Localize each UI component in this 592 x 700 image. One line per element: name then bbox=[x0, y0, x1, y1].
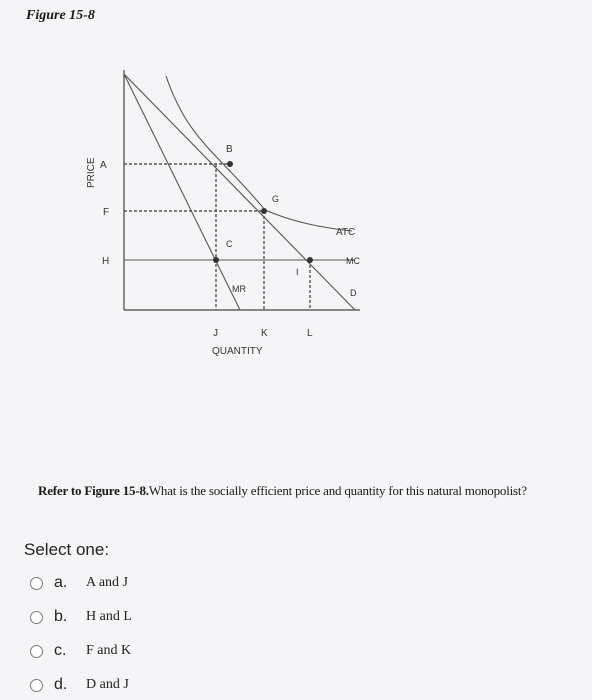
label-k: K bbox=[261, 328, 268, 339]
select-one-label: Select one: bbox=[24, 540, 110, 559]
option-letter: c. bbox=[54, 642, 67, 659]
option-c[interactable] bbox=[30, 638, 131, 664]
radio-icon[interactable] bbox=[30, 611, 43, 624]
option-text: H and L bbox=[86, 609, 132, 624]
option-text: A and J bbox=[86, 575, 128, 590]
point-c bbox=[213, 257, 219, 263]
atc-curve bbox=[166, 76, 352, 231]
option-letter: b. bbox=[54, 608, 68, 625]
radio-icon[interactable] bbox=[30, 577, 43, 590]
option-text: D and J bbox=[86, 677, 129, 692]
option-text: F and K bbox=[86, 643, 132, 658]
option-a[interactable] bbox=[30, 570, 128, 596]
label-h: H bbox=[102, 256, 110, 267]
option-d[interactable] bbox=[30, 672, 129, 698]
label-a: A bbox=[100, 160, 107, 171]
label-b: B bbox=[226, 144, 233, 155]
point-b bbox=[227, 161, 233, 167]
label-c: C bbox=[226, 239, 233, 249]
radio-icon[interactable] bbox=[30, 679, 43, 692]
question-body: What is the socially efficient price and quantity for this natural monopolist? bbox=[148, 483, 527, 498]
option-letter: a. bbox=[54, 574, 68, 591]
x-axis-label: QUANTITY bbox=[212, 346, 263, 357]
label-i: I bbox=[296, 267, 299, 277]
mr-curve bbox=[124, 74, 240, 310]
y-axis-label: PRICE bbox=[86, 157, 97, 188]
label-mr: MR bbox=[232, 284, 246, 294]
label-g: G bbox=[272, 194, 280, 204]
label-mc: MC bbox=[346, 256, 360, 266]
question-ref: Refer to Figure 15-8. bbox=[38, 483, 149, 498]
label-d: D bbox=[350, 288, 357, 298]
figure-title: Figure 15-8 bbox=[26, 8, 95, 23]
label-f: F bbox=[103, 207, 110, 218]
radio-icon[interactable] bbox=[30, 645, 43, 658]
option-letter: d. bbox=[54, 676, 68, 693]
option-b[interactable] bbox=[30, 604, 132, 630]
question-text bbox=[38, 483, 527, 499]
point-i bbox=[307, 257, 313, 263]
point-g bbox=[261, 208, 267, 214]
label-l: L bbox=[307, 328, 313, 339]
label-atc: ATC bbox=[336, 227, 356, 238]
label-j: J bbox=[213, 328, 218, 339]
monopoly-figure bbox=[70, 60, 390, 360]
demand-curve bbox=[124, 74, 355, 310]
